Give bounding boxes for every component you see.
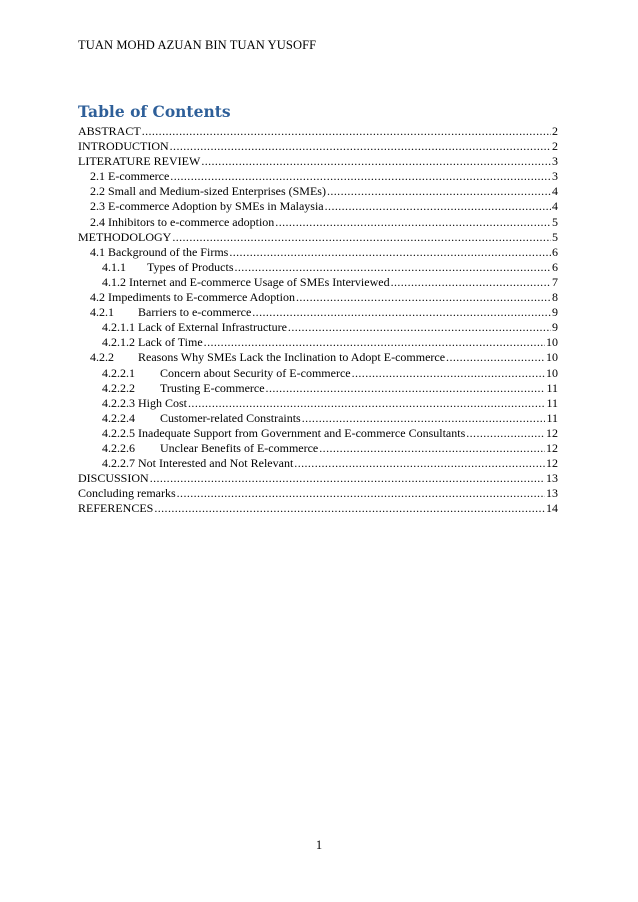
toc-entry-number: 4.1.1 (102, 259, 126, 274)
dot-leader (170, 139, 551, 154)
toc-entry-label: ABSTRACT (78, 124, 141, 138)
toc-entry-introduction[interactable] (78, 139, 558, 154)
dot-leader (319, 441, 545, 456)
toc-entry-page: 5 (552, 229, 558, 244)
toc-entry-label: LITERATURE REVIEW (78, 154, 201, 169)
toc-entry-label: Concluding remarks (78, 486, 176, 501)
dot-leader (391, 275, 551, 290)
table-of-contents (78, 124, 558, 516)
toc-entry-label: 2.3 E-commerce Adoption by SMEs in Malaysia (90, 199, 324, 214)
dot-leader (170, 169, 551, 184)
toc-entry-page: 10 (546, 350, 558, 365)
toc-entry-page: 10 (546, 335, 558, 350)
toc-entry-label: Concern about Security of E-commerce (160, 365, 351, 380)
toc-entry-label: 4.2 Impediments to E-commerce Adoption (90, 290, 295, 305)
toc-entry-page: 10 (546, 365, 558, 380)
toc-entry-abstract[interactable] (78, 124, 558, 139)
toc-entry-types-of-products[interactable] (78, 260, 558, 275)
toc-entry-page: 2 (552, 139, 558, 154)
toc-entry-page: 13 (546, 486, 558, 501)
toc-entry-number: 4.2.2 (90, 350, 114, 365)
toc-entry-background-firms[interactable] (78, 245, 558, 260)
toc-entry-label: DISCUSSION (78, 471, 149, 486)
toc-entry-number: 4.2.2.6 (102, 440, 135, 455)
dot-leader (302, 411, 546, 426)
toc-entry-discussion[interactable] (78, 471, 558, 486)
dot-leader (252, 305, 551, 320)
toc-entry-page: 13 (546, 471, 558, 486)
toc-entry-label: Customer-related Constraints (160, 410, 301, 425)
toc-entry-label: 2.4 Inhibitors to e-commerce adoption (90, 214, 275, 229)
dot-leader (275, 215, 551, 230)
dot-leader (266, 381, 546, 396)
toc-entry-page: 6 (552, 259, 558, 274)
toc-entry-external-infrastructure[interactable] (78, 320, 558, 335)
dot-leader (325, 199, 551, 214)
toc-entry-page: 4 (552, 184, 558, 199)
page-header-author: TUAN MOHD AZUAN BIN TUAN YUSOFF (78, 38, 317, 52)
toc-entry-adoption-malaysia[interactable] (78, 199, 558, 214)
toc-entry-reasons-lack-inclination[interactable] (78, 350, 558, 365)
toc-entry-smes[interactable] (78, 184, 558, 199)
toc-entry-page: 3 (552, 169, 558, 184)
toc-entry-page: 14 (546, 501, 558, 516)
toc-title: Table of Contents (78, 102, 231, 121)
toc-entry-customer-constraints[interactable] (78, 411, 558, 426)
toc-entry-label: 4.2.2.3 High Cost (102, 395, 188, 410)
dot-leader (188, 396, 545, 411)
toc-entry-label: 4.1 Background of the Firms (90, 244, 229, 259)
dot-leader (294, 456, 545, 471)
toc-entry-page: 3 (552, 154, 558, 169)
toc-entry-page: 4 (552, 199, 558, 214)
dot-leader (229, 245, 551, 260)
toc-entry-page: 12 (546, 440, 558, 455)
toc-entry-label: 2.2 Small and Medium-sized Enterprises (SMEs) (90, 184, 326, 199)
toc-entry-methodology[interactable] (78, 230, 558, 245)
toc-entry-internet-usage[interactable] (78, 275, 558, 290)
toc-entry-page: 6 (552, 244, 558, 259)
toc-entry-high-cost[interactable] (78, 396, 558, 411)
toc-entry-number: 4.2.2.4 (102, 410, 135, 425)
toc-entry-label: 4.2.1.2 Lack of Time (102, 335, 203, 350)
dot-leader (172, 230, 551, 245)
toc-entry-lack-of-time[interactable] (78, 335, 558, 350)
toc-entry-barriers[interactable] (78, 305, 558, 320)
toc-entry-label: Barriers to e-commerce (138, 305, 252, 320)
toc-entry-e-commerce[interactable] (78, 169, 558, 184)
page-number: 1 (315, 838, 323, 852)
toc-entry-inhibitors[interactable] (78, 215, 558, 230)
toc-entry-label: 4.2.2.5 Inadequate Support from Government and E-commerce Consultants (102, 425, 466, 440)
toc-entry-page: 11 (546, 410, 558, 425)
toc-entry-page: 8 (552, 290, 558, 305)
toc-entry-literature-review[interactable] (78, 154, 558, 169)
toc-entry-not-interested[interactable] (78, 456, 558, 471)
toc-entry-number: 4.2.2.1 (102, 365, 135, 380)
toc-entry-inadequate-support[interactable] (78, 426, 558, 441)
toc-entry-page: 9 (552, 305, 558, 320)
toc-entry-label: METHODOLOGY (78, 229, 172, 244)
toc-entry-trusting-e-commerce[interactable] (78, 381, 558, 396)
toc-entry-number: 4.2.2.2 (102, 380, 135, 395)
toc-entry-label: REFERENCES (78, 501, 154, 516)
dot-leader (150, 471, 545, 486)
toc-entry-page: 12 (546, 456, 558, 471)
toc-entry-page: 11 (546, 380, 558, 395)
toc-entry-label: 2.1 E-commerce (90, 169, 170, 184)
dot-leader (204, 335, 545, 350)
toc-entry-page: 7 (552, 274, 558, 289)
toc-entry-label: INTRODUCTION (78, 139, 169, 154)
dot-leader (327, 184, 551, 199)
toc-entry-concluding-remarks[interactable] (78, 486, 558, 501)
toc-entry-unclear-benefits[interactable] (78, 441, 558, 456)
toc-entry-page: 12 (546, 425, 558, 440)
toc-entry-page: 2 (552, 124, 558, 138)
toc-entry-impediments[interactable] (78, 290, 558, 305)
dot-leader (446, 350, 545, 365)
dot-leader (466, 426, 545, 441)
dot-leader (288, 320, 551, 335)
toc-entry-label: Types of Products (147, 259, 234, 274)
toc-entry-label: 4.1.2 Internet and E-commerce Usage of SMEs Interviewed (102, 274, 390, 289)
toc-entry-label: Reasons Why SMEs Lack the Inclination to Adopt E-commerce (138, 350, 446, 365)
toc-entry-security-concern[interactable] (78, 366, 558, 381)
toc-entry-label: Trusting E-commerce (160, 380, 265, 395)
toc-entry-label: 4.2.1.1 Lack of External Infrastructure (102, 320, 287, 335)
toc-entry-number: 4.2.1 (90, 305, 114, 320)
toc-entry-references[interactable] (78, 501, 558, 516)
toc-entry-page: 9 (552, 320, 558, 335)
dot-leader (296, 290, 551, 305)
toc-entry-page: 5 (552, 214, 558, 229)
toc-entry-label: 4.2.2.7 Not Interested and Not Relevant (102, 456, 294, 471)
dot-leader (142, 124, 551, 139)
dot-leader (201, 154, 551, 169)
dot-leader (154, 501, 545, 516)
dot-leader (352, 366, 545, 381)
toc-entry-label: Unclear Benefits of E-commerce (160, 440, 319, 455)
dot-leader (177, 486, 545, 501)
dot-leader (234, 260, 551, 275)
toc-entry-page: 11 (546, 395, 558, 410)
